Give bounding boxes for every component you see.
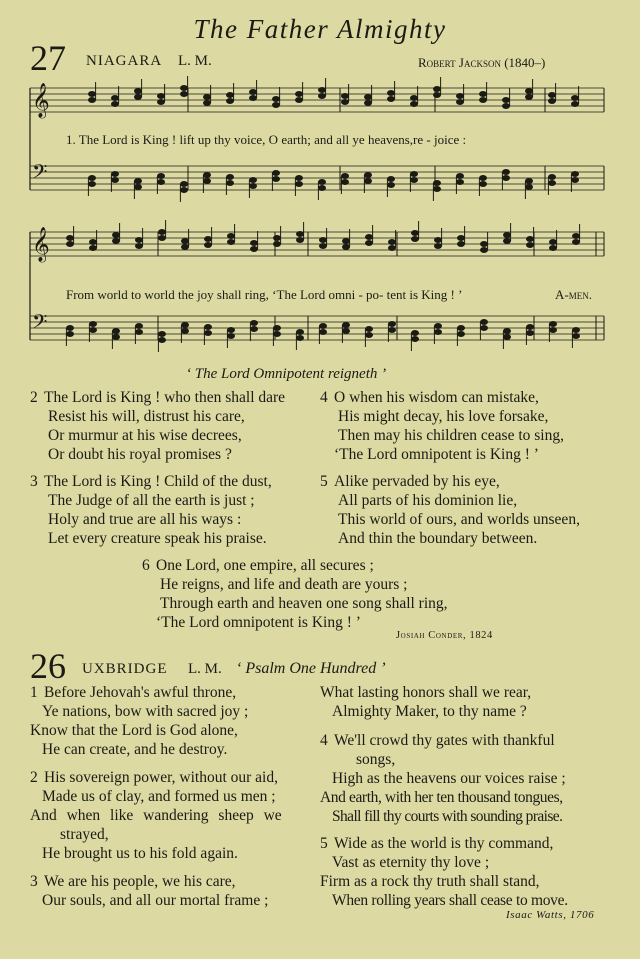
hymn-27-number: 27 [30,38,66,78]
note-head [204,324,212,330]
note-head [112,328,120,334]
note-head [295,91,303,97]
note-head [272,96,280,102]
note-head [227,333,235,339]
note-head [388,245,396,251]
note-head [135,329,143,335]
note-head [410,177,418,183]
note-head [410,101,418,107]
hymn-27-author: Josiah Conder, 1824 [396,630,493,641]
note-head [157,173,165,179]
note-head [364,100,372,106]
note-head [296,329,304,335]
note-head [503,334,511,340]
note-head [272,102,280,108]
note-head [181,238,189,244]
note-head [319,243,327,249]
note-head [479,181,487,187]
treble-clef-icon: 𝄞 [32,83,50,118]
note-head [318,185,326,191]
note-head [158,331,166,337]
note-head [503,232,511,238]
note-head [295,181,303,187]
note-head [157,179,165,185]
note-head [410,95,418,101]
note-head [364,172,372,178]
note-head [227,239,235,245]
note-head [318,87,326,93]
hymn-27-lyric-line-1: 1. The Lord is King ! lift up thy voice, O earth; and all ye heavens,re - joice : [66,132,467,147]
note-head [433,92,441,98]
note-head [181,244,189,250]
note-head [318,93,326,99]
note-head [525,88,533,94]
hymn-26-author: Isaac Watts, 1706 [506,909,595,921]
note-head [364,94,372,100]
note-head [479,91,487,97]
note-head [457,241,465,247]
hymn-26-verse-2: 2 His sovereign power, without our aid, Made us of clay, and formed us men ; And when like wandering sheep we strayed, He brought us to his fold again. [30,769,282,862]
hymn-26-verse-5: 5 Wide as the world is thy command, Vast as eternity thy love ; Firm as a rock thy truth shall stand, When rolling years shall cease to move. [320,835,568,909]
note-head [319,329,327,335]
note-head [135,237,143,243]
note-head [226,174,234,180]
note-head [89,245,97,251]
note-head [88,181,96,187]
note-head [525,184,533,190]
note-head [134,184,142,190]
note-head [479,175,487,181]
note-head [181,322,189,328]
note-head [480,319,488,325]
note-head [112,238,120,244]
note-head [502,169,510,175]
note-head [503,328,511,334]
note-head [548,174,556,180]
note-head [549,239,557,245]
note-head [434,237,442,243]
note-head [480,247,488,253]
note-head [434,323,442,329]
note-head [318,179,326,185]
note-head [296,335,304,341]
note-head [250,246,258,252]
note-head [226,98,234,104]
note-head [548,98,556,104]
note-head [111,177,119,183]
hymn-27-lyric-line-2: From world to world the joy shall ring, ‘The Lord omni - po- tent is King ! ’ [66,287,463,302]
note-head [250,240,258,246]
hymn-26-subtitle: ‘ Psalm One Hundred ’ [236,660,386,677]
note-head [272,176,280,182]
note-head [456,99,464,105]
hymn-27-composer: Robert Jackson (1840–) [418,55,546,70]
note-head [204,242,212,248]
note-head [158,235,166,241]
note-head [387,90,395,96]
note-head [227,233,235,239]
note-head [479,97,487,103]
note-head [572,327,580,333]
note-head [134,178,142,184]
note-head [203,94,211,100]
note-head [226,92,234,98]
note-head [66,331,74,337]
note-head [249,183,257,189]
note-head [134,94,142,100]
note-head [502,97,510,103]
note-head [203,172,211,178]
note-head [158,229,166,235]
note-head [226,180,234,186]
note-head [295,97,303,103]
note-head [157,93,165,99]
note-head [273,325,281,331]
note-head [250,326,258,332]
note-head [342,322,350,328]
note-head [526,324,534,330]
note-head [181,328,189,334]
note-head [411,330,419,336]
note-head [572,233,580,239]
note-head [88,91,96,97]
note-head [180,85,188,91]
note-head [411,230,419,236]
hymn-27-music-score [0,0,640,370]
hymn-27-caption: ‘ The Lord Omnipotent reigneth ’ [186,366,387,382]
note-head [135,243,143,249]
note-head [158,337,166,343]
hymn-27-amen: A-men. [555,287,592,302]
note-head [571,171,579,177]
note-head [66,241,74,247]
note-head [342,328,350,334]
note-head [341,173,349,179]
note-head [434,329,442,335]
note-head [111,171,119,177]
note-head [456,179,464,185]
note-head [571,177,579,183]
note-head [273,331,281,337]
note-head [411,336,419,342]
note-head [457,331,465,337]
note-head [180,181,188,187]
hymn-26-verse-4: 4 We'll crowd thy gates with thankful songs, High as the heavens our voices raise ; And earth, with her ten thousand tongues, Shall fill thy courts with sounding praise. [320,732,566,825]
hymn-26-verse-3: 3 We are his people, we his care, Our souls, and all our mortal frame ; [30,873,269,909]
hymn-27-verse-3: 3 The Lord is King ! Child of the dust, The Judge of all the earth is just ; Holy and true are all his ways : Let every creature speak his praise. [30,473,272,547]
note-head [456,173,464,179]
note-head [433,180,441,186]
note-head [89,321,97,327]
note-head [525,178,533,184]
note-head [272,170,280,176]
hymn-27-verse-6: 6 One Lord, one empire, all secures ; He reigns, and life and death are yours ; Through earth and heaven one song shall ring, ‘The Lord omnipotent is King ! ’ [142,557,448,631]
note-head [89,327,97,333]
note-head [548,180,556,186]
hymn-27-meter: L. M. [178,53,212,69]
note-head [112,232,120,238]
hymn-26-verse-3-continued: What lasting honors shall we rear, Almighty Maker, to thy name ? [320,684,532,720]
note-head [296,231,304,237]
note-head [364,178,372,184]
note-head [387,96,395,102]
note-head [88,97,96,103]
note-head [204,236,212,242]
hymn-27-verse-5: 5 Alike pervaded by his eye, All parts of his dominion lie, This world of ours, and worlds unseen, And thin the boundary between. [320,473,580,547]
note-head [433,186,441,192]
note-head [88,175,96,181]
note-head [203,178,211,184]
note-head [387,182,395,188]
note-head [411,236,419,242]
note-head [525,94,533,100]
note-head [365,326,373,332]
note-head [249,95,257,101]
note-head [135,323,143,329]
note-head [434,243,442,249]
note-head [111,95,119,101]
note-head [526,330,534,336]
hymn-26-meter: L. M. [188,661,222,677]
note-head [204,330,212,336]
note-head [273,241,281,247]
note-head [111,101,119,107]
note-head [388,239,396,245]
note-head [319,237,327,243]
hymn-26-tune-name: UXBRIDGE [82,661,168,677]
note-head [572,333,580,339]
bass-clef-icon: 𝄢 [32,310,48,338]
note-head [342,244,350,250]
note-head [388,327,396,333]
note-head [134,88,142,94]
note-head [365,332,373,338]
note-head [457,325,465,331]
note-head [572,239,580,245]
note-head [342,238,350,244]
note-head [295,175,303,181]
note-head [66,325,74,331]
note-head [388,321,396,327]
note-head [502,175,510,181]
note-head [273,235,281,241]
note-head [249,89,257,95]
note-head [480,325,488,331]
note-head [296,237,304,243]
note-head [89,239,97,245]
note-head [549,245,557,251]
note-head [365,234,373,240]
hymn-27-verse-4: 4 O when his wisdom can mistake, His might decay, his love forsake, Then may his children cease to sing, ‘The Lord omnipotent is King ! ’ [320,389,564,463]
hymn-27-tune-name: NIAGARA [86,53,163,69]
hymn-26-number: 26 [30,646,66,686]
note-head [319,323,327,329]
note-head [526,236,534,242]
note-head [526,242,534,248]
note-head [549,327,557,333]
treble-clef-icon: 𝄞 [32,227,50,262]
note-head [571,101,579,107]
page-title: The Father Almighty [193,14,447,44]
note-head [548,92,556,98]
note-head [180,91,188,97]
note-head [250,320,258,326]
note-head [480,241,488,247]
note-head [157,99,165,105]
note-head [341,93,349,99]
note-head [503,238,511,244]
note-head [112,334,120,340]
note-head [502,103,510,109]
note-head [410,171,418,177]
note-head [180,187,188,193]
note-head [203,100,211,106]
note-head [433,86,441,92]
note-head [227,327,235,333]
note-head [341,179,349,185]
hymn-27-verse-2: 2 The Lord is King ! who then shall dare Resist his will, distrust his care, Or murmur at his wise decrees, Or doubt his royal promises ? [30,389,286,463]
note-head [549,321,557,327]
note-head [571,95,579,101]
note-head [249,177,257,183]
note-head [457,235,465,241]
hymn-26-verse-1: 1 Before Jehovah's awful throne, Ye nations, bow with sacred joy ; Know that the Lord is God alone, He can create, and he destroy. [30,684,249,758]
note-head [365,240,373,246]
note-head [387,176,395,182]
bass-clef-icon: 𝄢 [32,160,48,188]
note-head [456,93,464,99]
note-head [66,235,74,241]
note-head [341,99,349,105]
